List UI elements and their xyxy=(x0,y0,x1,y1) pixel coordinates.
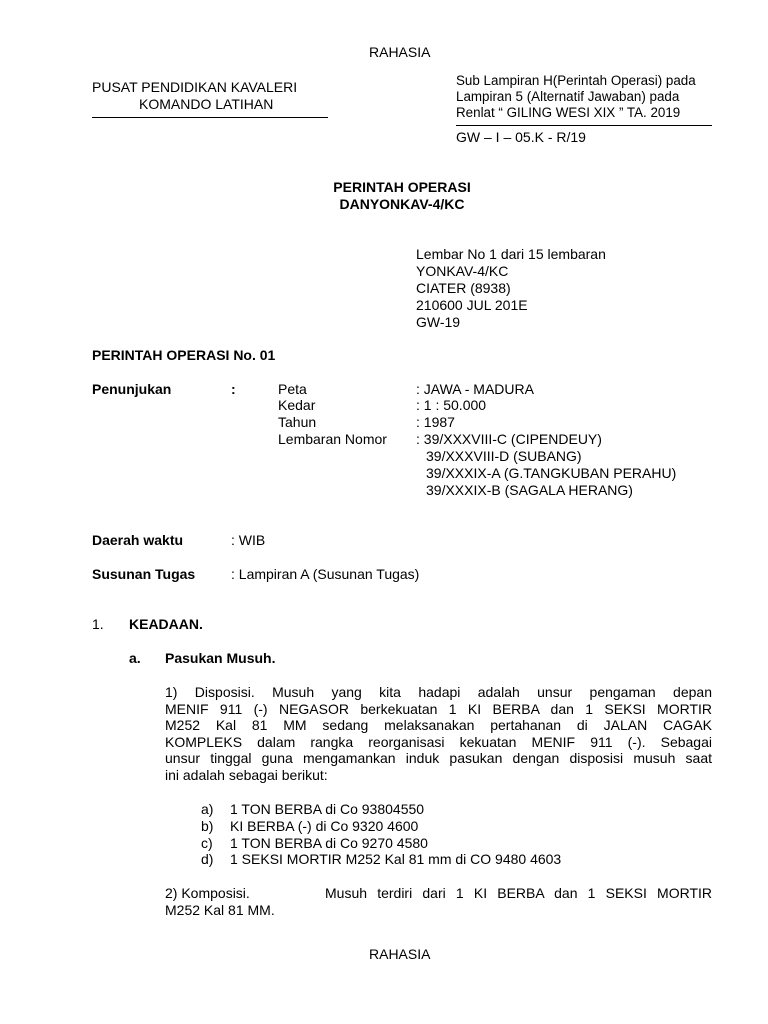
lembaran-key: Lembaran Nomor xyxy=(278,431,387,447)
penunjukan-label: Penunjukan xyxy=(92,381,172,397)
daerah-waktu-value: : WIB xyxy=(231,532,266,548)
disposisi-line-1: 1) Disposisi. Musuh yang kita hadapi adalah unsur pengaman depan xyxy=(165,684,712,700)
susunan-tugas-label: Susunan Tugas xyxy=(92,566,196,582)
copy-info-exercise: GW-19 xyxy=(416,314,461,330)
list-item-b: KI BERBA (-) di Co 9320 4600 xyxy=(230,818,419,834)
komposisi-text-1: Musuh terdiri dari 1 KI BERBA dan 1 SEKSI MORTIR xyxy=(325,885,712,901)
disposisi-line-2: MENIF 911 (-) NEGASOR berkekuatan 1 KI BERBA dan 1 SEKSI MORTIR xyxy=(165,700,712,717)
sub-lampiran-line-2: Lampiran 5 (Alternatif Jawaban) pada xyxy=(456,89,680,104)
sub-lampiran-rule xyxy=(456,125,712,126)
list-item-d: 1 SEKSI MORTIR M252 Kal 81 mm di CO 9480 4603 xyxy=(230,851,562,867)
copy-info-dtg: 210600 JUL 201E xyxy=(416,297,528,313)
tahun-value: : 1987 xyxy=(416,414,455,430)
komposisi-text-2: M252 Kal 81 MM. xyxy=(165,902,275,918)
list-marker-c: c) xyxy=(201,835,213,851)
tahun-key: Tahun xyxy=(278,414,317,430)
peta-value: : JAWA - MADURA xyxy=(416,381,534,397)
sub-lampiran-line-1: Sub Lampiran H(Perintah Operasi) pada xyxy=(456,73,696,88)
sub-lampiran-line-3: Renlat “ GILING WESI XIX ” TA. 2019 xyxy=(456,105,681,120)
peta-key: Peta xyxy=(278,381,307,397)
lembaran-value: : 39/XXXVIII-C (CIPENDEUY) xyxy=(416,431,602,447)
title-line-1: PERINTAH OPERASI xyxy=(333,179,471,195)
org-underline xyxy=(92,117,328,118)
lembaran-extra-1: 39/XXXVIII-D (SUBANG) xyxy=(426,448,582,464)
copy-info-location: CIATER (8938) xyxy=(416,280,511,296)
copy-info-unit: YONKAV-4/KC xyxy=(416,263,509,279)
section-1-title: KEADAAN. xyxy=(129,616,203,632)
list-marker-d: d) xyxy=(201,851,214,867)
lembaran-extra-2: 39/XXXIX-A (G.TANGKUBAN PERAHU) xyxy=(426,465,677,481)
org-line-2: KOMANDO LATIHAN xyxy=(139,96,274,112)
penunjukan-colon: : xyxy=(231,381,236,397)
list-item-c: 1 TON BERBA di Co 9270 4580 xyxy=(230,835,428,851)
disposisi-line-4: KOMPLEKS dalam rangka reorganisasi kekuatan MENIF 911 (-). Sebagai xyxy=(165,733,712,750)
disposisi-line-5: unsur tinggal guna mengamankan induk pasukan dengan disposisi musuh saat xyxy=(165,750,712,766)
order-number: PERINTAH OPERASI No. 01 xyxy=(92,347,276,363)
subsection-a-letter: a. xyxy=(129,650,141,666)
list-item-a: 1 TON BERBA di Co 93804550 xyxy=(230,801,425,817)
copy-info-sheet: Lembar No 1 dari 15 lembaran xyxy=(416,246,606,262)
title-line-2: DANYONKAV-4/KC xyxy=(339,196,465,212)
disposisi-line-6: ini adalah sebagai berikut: xyxy=(165,766,328,783)
susunan-tugas-value: : Lampiran A (Susunan Tugas) xyxy=(231,566,420,582)
org-line-1: PUSAT PENDIDIKAN KAVALERI xyxy=(92,79,298,95)
lembaran-extra-3: 39/XXXIX-B (SAGALA HERANG) xyxy=(426,482,633,498)
kedar-key: Kedar xyxy=(278,397,316,413)
classification-header: RAHASIA xyxy=(369,44,431,60)
classification-footer: RAHASIA xyxy=(369,946,431,962)
kedar-value: : 1 : 50.000 xyxy=(416,397,487,413)
disposisi-paragraph xyxy=(165,684,712,783)
list-marker-a: a) xyxy=(201,801,214,817)
disposisi-line-3: M252 Kal 81 MM sedang melaksanakan pertahanan di JALAN CAGAK xyxy=(165,717,712,733)
reference-code: GW – I – 05.K - R/19 xyxy=(456,129,586,145)
section-1-number: 1. xyxy=(92,616,104,632)
list-marker-b: b) xyxy=(201,818,214,834)
komposisi-heading: 2) Komposisi. xyxy=(165,885,250,901)
subsection-a-title: Pasukan Musuh. xyxy=(165,650,276,666)
daerah-waktu-label: Daerah waktu xyxy=(92,532,184,548)
